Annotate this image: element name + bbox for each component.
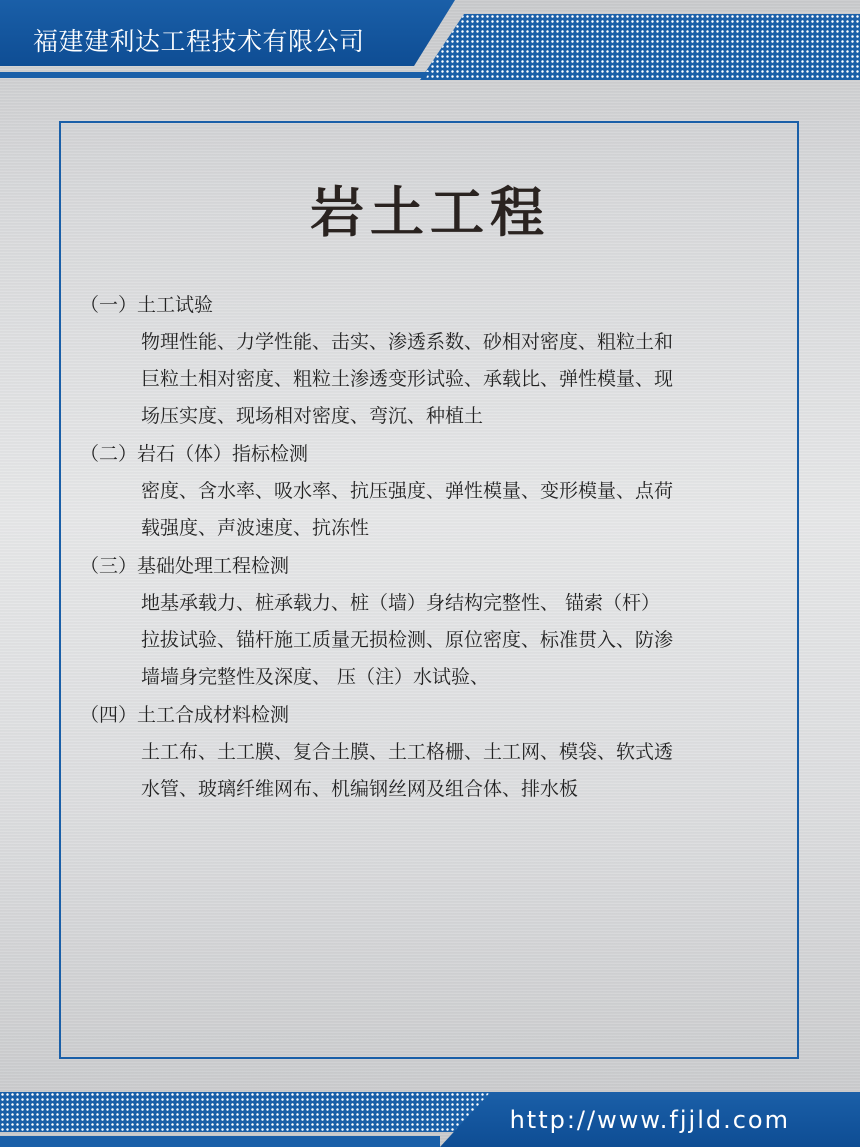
section-line: 载强度、声波速度、抗冻性 [141, 517, 370, 539]
section-line: 水管、玻璃纤维网布、机编钢丝网及组合体、排水板 [141, 778, 579, 800]
section-heading: （三）基础处理工程检测 [80, 555, 290, 577]
section-line: 拉拔试验、锚杆施工质量无损检测、原位密度、标准贯入、防渗 [141, 629, 674, 651]
section-heading: （四）土工合成材料检测 [80, 704, 290, 726]
section-1 [80, 286, 780, 435]
website-url: http://www.fjjld.com [509, 1106, 790, 1134]
header-stripe [0, 72, 430, 78]
page-title: 岩土工程 [310, 180, 550, 244]
footer-stripe [0, 1136, 440, 1147]
header-banner [0, 0, 860, 88]
section-heading: （二）岩石（体）指标检测 [80, 443, 309, 465]
company-name: 福建建利达工程技术有限公司 [33, 27, 365, 56]
section-list [80, 286, 780, 808]
section-line: 巨粒土相对密度、粗粒土渗透变形试验、承载比、弹性模量、现 [141, 368, 674, 390]
footer-dot-pattern [0, 1092, 500, 1132]
section-line: 物理性能、力学性能、击实、渗透系数、砂相对密度、粗粒土和 [141, 331, 674, 353]
section-2 [80, 435, 780, 547]
header-dot-pattern [420, 14, 860, 80]
section-line: 密度、含水率、吸水率、抗压强度、弹性模量、变形模量、点荷 [141, 480, 674, 502]
section-line: 墙墙身完整性及深度、 压（注）水试验、 [141, 666, 490, 688]
section-line: 地基承载力、桩承载力、桩（墙）身结构完整性、 锚索（杆） [141, 592, 661, 614]
section-3 [80, 547, 780, 696]
section-heading: （一）土工试验 [80, 294, 214, 316]
section-line: 土工布、土工膜、复合土膜、土工格栅、土工网、模袋、软式透 [141, 741, 674, 763]
section-line: 场压实度、现场相对密度、弯沉、种植土 [141, 405, 484, 427]
section-4 [80, 696, 780, 808]
